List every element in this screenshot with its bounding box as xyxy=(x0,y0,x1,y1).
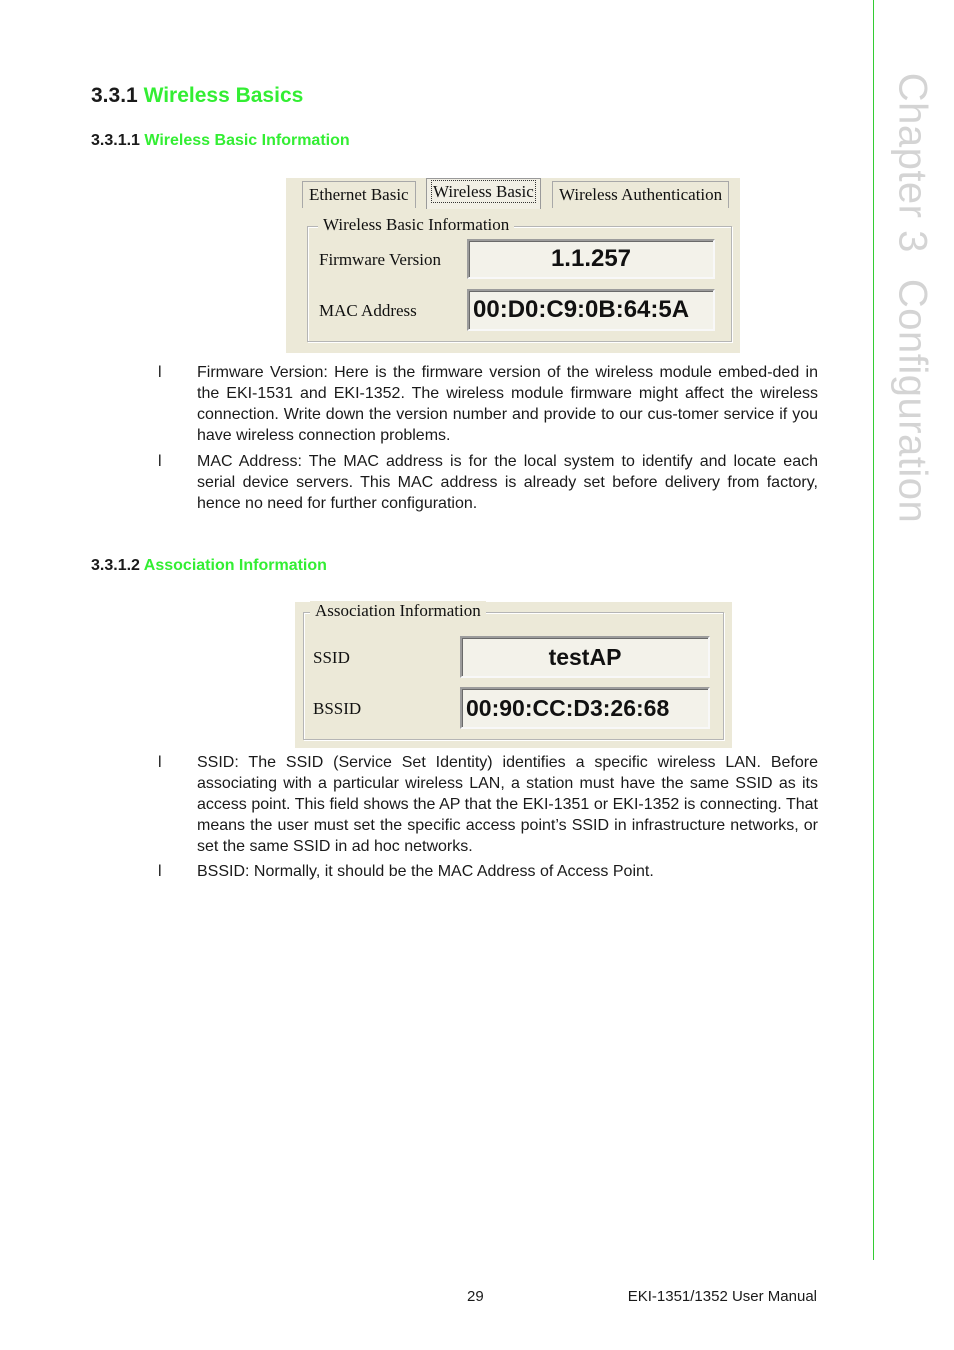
subsection-title-1: Wireless Basic Information xyxy=(144,132,350,149)
side-chapter-title xyxy=(890,73,935,524)
subsection-heading-2 xyxy=(91,557,327,575)
bssid-field: 00:90:CC:D3:26:68 xyxy=(460,687,710,729)
firmware-version-label: Firmware Version xyxy=(319,250,441,269)
bullet-marker: l xyxy=(158,364,162,381)
chapter-label: Chapter 3 xyxy=(890,72,935,253)
association-info-group xyxy=(303,601,724,740)
section-heading xyxy=(91,84,303,108)
wireless-basic-info-group xyxy=(307,215,732,342)
tab-bar xyxy=(286,178,740,208)
subsection-number-1: 3.3.1.1 xyxy=(91,132,140,149)
bullet-text: BSSID: Normally, it should be the MAC Address of Access Point. xyxy=(197,863,654,880)
chapter-name: Configuration xyxy=(890,278,935,524)
group-title: Wireless Basic Information xyxy=(318,215,514,235)
bullet-text: Firmware Version: Here is the firmware version of the wireless module embed-ded in the EKI-1531 and EKI-1352. The wireless module firmware might affect the wireless connection. Write down the version number and provide to our cus-tomer service if you have wireless connection problems. xyxy=(197,364,818,444)
side-divider xyxy=(873,0,874,1260)
section-number: 3.3.1 xyxy=(91,84,138,107)
manual-title: EKI-1351/1352 User Manual xyxy=(627,1288,817,1305)
bullet-text: MAC Address: The MAC address is for the local system to identify and locate each serial device servers. This MAC address is already set before delivery from factory, hence no need for further configuration. xyxy=(197,453,818,512)
bullet-bssid xyxy=(158,861,818,882)
bullet-marker: l xyxy=(158,453,162,470)
association-info-screenshot xyxy=(295,602,732,748)
tab-ethernet-basic[interactable]: Ethernet Basic xyxy=(302,181,416,208)
subsection-heading-1 xyxy=(91,132,350,150)
firmware-version-field: 1.1.257 xyxy=(467,239,715,279)
subsection-title-2: Association Information xyxy=(143,557,327,574)
bullet-marker: l xyxy=(158,754,162,771)
section-title: Wireless Basics xyxy=(143,84,304,107)
bssid-label: BSSID xyxy=(313,699,362,718)
tab-wireless-authentication[interactable]: Wireless Authentication xyxy=(552,181,729,208)
group-title: Association Information xyxy=(310,601,486,621)
ssid-label: SSID xyxy=(313,648,350,667)
tab-wireless-basic[interactable]: Wireless Basic xyxy=(426,178,541,209)
subsection-number-2: 3.3.1.2 xyxy=(91,557,140,574)
bullet-marker: l xyxy=(158,863,162,880)
bullet-mac-address xyxy=(158,451,818,514)
mac-address-field: 00:D0:C9:0B:64:5A xyxy=(467,289,715,331)
wireless-basic-screenshot xyxy=(286,178,740,353)
mac-address-label: MAC Address xyxy=(319,301,417,320)
bullet-firmware-version xyxy=(158,362,818,446)
ssid-field: testAP xyxy=(460,636,710,678)
bullet-ssid xyxy=(158,752,818,857)
page-number: 29 xyxy=(467,1288,484,1305)
bullet-text: SSID: The SSID (Service Set Identity) identifies a specific wireless LAN. Before associating with a particular wireless LAN, a station must have the same SSID as its access point. This field shows the AP that the EKI-1351 or EKI-1352 is connecting. That means the user must set the specific access point’s SSID in infrastructure networks, or set the same SSID in ad hoc networks. xyxy=(197,754,818,855)
